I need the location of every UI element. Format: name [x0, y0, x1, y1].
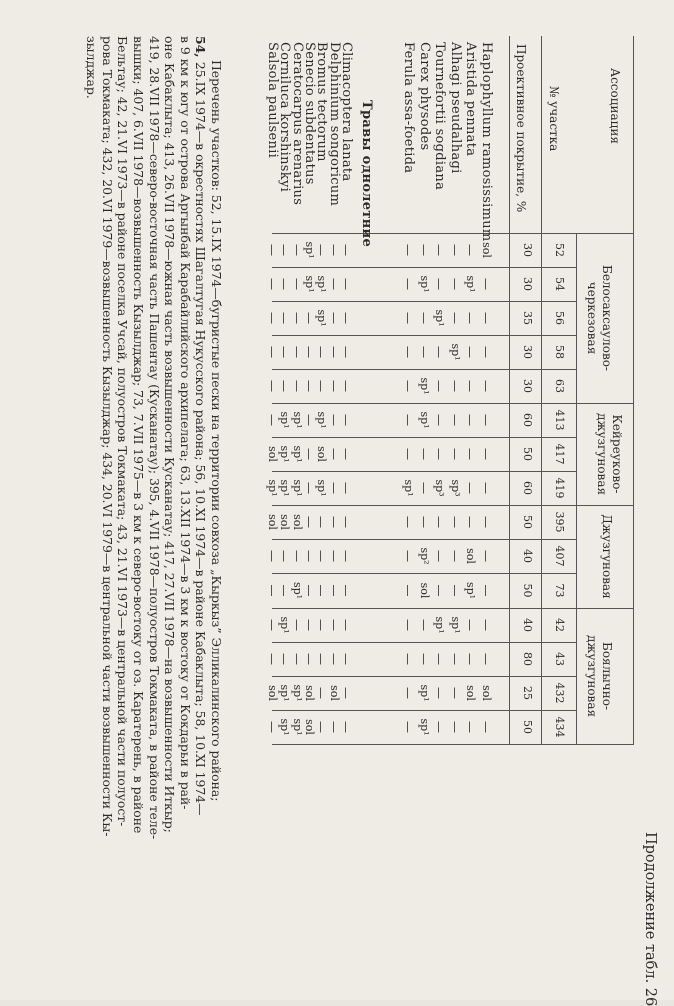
species-name: Delphinium songoricum — [326, 42, 342, 207]
abundance-cell: — — [265, 619, 280, 631]
note-line — [146, 36, 162, 839]
abundance-cell: — — [432, 414, 447, 426]
abundance-cell: — — [302, 448, 317, 460]
species-name: Haplophyllum ramosissimum — [479, 42, 494, 242]
abundance-cell: — — [448, 312, 462, 324]
abundance-cell: — — [479, 312, 493, 324]
plot-number: 73 — [553, 583, 566, 598]
species-name: Climacoptera lanata — [339, 42, 354, 182]
abundance-cell: — — [401, 584, 416, 597]
abundance-cell: sol — [480, 242, 493, 258]
cover-value: 50 — [521, 447, 534, 461]
abundance-cell: sol — [278, 514, 292, 530]
abundance-cell: sp¹ — [278, 411, 292, 429]
abundance-cell: — — [339, 653, 353, 665]
abundance-cell: — — [479, 619, 493, 631]
species-name: Ceratocarpus arenarius — [289, 42, 305, 206]
abundance-cell: sol — [327, 685, 341, 701]
abundance-cell: — — [265, 653, 280, 665]
note-text: Перечень участков: 52, 15.IX 1974—бугристые пески на территории совхоза „Кыркыз” Элликалинского района; — [209, 60, 224, 802]
abundance-cell: — — [417, 448, 431, 460]
abundance-cell: sol — [464, 548, 478, 564]
plot-number: 56 — [553, 311, 566, 325]
abundance-cell: — — [326, 482, 341, 494]
abundance-cell: — — [479, 482, 493, 494]
abundance-cell: — — [432, 346, 447, 358]
note-text: 419, 28.VII 1978—северо-восточная часть Пашентау (Кусканатау); 395, 4.VII 1978—полуостров Токмаката, в районе теле- — [146, 36, 162, 840]
abundance-cell: — — [432, 244, 447, 256]
species-name: Tournefortii sogdiana — [432, 42, 448, 191]
abundance-cell: — — [417, 312, 431, 324]
plot-number: 52 — [553, 243, 566, 257]
abundance-cell: — — [302, 482, 317, 494]
abundance-cell: — — [302, 584, 317, 597]
abundance-cell: — — [448, 721, 462, 733]
abundance-cell: sp¹ — [433, 616, 447, 634]
abundance-cell: — — [314, 550, 329, 562]
note-text: 25.IX 1974—в окрестностях Шагалтугая Нукусского района; 56, 10.XI 1974—в районе Кабаклыта; 58, 10.XI 1974— — [193, 61, 209, 816]
abundance-cell: — — [326, 312, 341, 324]
abundance-cell: — — [326, 653, 341, 665]
abundance-cell: — — [339, 380, 353, 392]
cover-value: 60 — [521, 413, 534, 427]
abundance-cell: sp¹ — [418, 684, 431, 702]
abundance-cell: — — [339, 278, 353, 290]
abundance-cell: — — [463, 482, 478, 494]
abundance-cell: — — [339, 687, 353, 699]
abundance-cell: — — [401, 312, 416, 324]
abundance-cell: — — [339, 346, 353, 358]
abundance-cell: sp¹ — [278, 718, 292, 736]
abundance-cell: — — [302, 550, 317, 562]
abundance-cell: — — [302, 380, 317, 392]
abundance-cell: — — [302, 414, 317, 426]
abundance-cell: — — [326, 448, 341, 460]
species-name: Alhagi pseudalhagi — [448, 42, 463, 174]
abundance-cell: — — [479, 448, 493, 460]
abundance-cell: — — [314, 346, 329, 358]
abundance-cell: — — [277, 346, 292, 358]
note-text: в 9 км к югу от острова Аргынбай Карабайлийского архипелага; 63, 13.XII 1974—в 3 км к востоку от Кокдарьи в рай- — [177, 36, 193, 810]
abundance-cell: — — [401, 346, 416, 358]
abundance-cell: — — [302, 619, 317, 631]
species-name: Corniluca korshinskyi — [277, 42, 293, 193]
abundance-cell: — — [401, 516, 416, 528]
abundance-cell: — — [339, 414, 353, 426]
abundance-cell: — — [339, 550, 353, 562]
abundance-cell: — — [479, 346, 493, 358]
abundance-cell: — — [432, 550, 447, 562]
species-name: Senecio subdentatus — [302, 42, 318, 185]
abundance-cell: — — [302, 312, 317, 324]
abundance-cell: — — [463, 653, 478, 665]
abundance-cell: sp¹ — [418, 718, 431, 736]
abundance-cell: — — [448, 414, 462, 426]
abundance-cell: — — [432, 687, 447, 699]
abundance-cell: — — [265, 721, 280, 733]
abundance-cell: — — [302, 653, 317, 665]
abundance-cell: — — [479, 414, 493, 426]
abundance-cell: sp¹ — [464, 581, 478, 600]
abundance-cell: — — [401, 687, 416, 699]
abundance-cell: — — [302, 516, 317, 528]
abundance-cell: — — [277, 584, 292, 597]
cover-value: 40 — [521, 549, 534, 563]
abundance-cell: — — [339, 584, 353, 597]
abundance-cell: sol — [303, 685, 317, 701]
abundance-cell: — — [479, 721, 493, 733]
cover-value: 80 — [521, 652, 534, 666]
abundance-cell: — — [463, 380, 478, 392]
abundance-cell: sol — [266, 514, 280, 530]
abundance-cell: — — [448, 448, 462, 460]
note-text: вышки; 407, 6.VII 1978—возвышенность Кызылджар; 73, 7.VII 1975—в 3 км к северо-востоку от оз. Каратерень, в районе — [131, 36, 146, 834]
abundance-cell: — — [448, 653, 462, 665]
abundance-cell: — — [326, 414, 341, 426]
note-text: зылджар. — [84, 36, 100, 99]
abundance-cell: — — [277, 312, 292, 324]
abundance-cell: — — [326, 278, 341, 290]
abundance-cell: — — [314, 380, 329, 392]
abundance-cell: — — [417, 244, 431, 256]
abundance-cell: — — [401, 244, 416, 256]
plot-number: 417 — [553, 443, 566, 465]
abundance-cell: — — [417, 482, 431, 494]
group-label: Кейреуково-джузгуновая — [595, 412, 624, 496]
note-text: рова Токмаката; 432, 20.VI 1979—возвышенность Кызылджар; 434, 20.VI 1979—в центральной части возвышенности Кы- — [99, 36, 115, 837]
abundance-cell: sol — [315, 446, 329, 462]
abundance-cell: — — [339, 244, 353, 256]
note-line — [99, 36, 115, 837]
abundance-cell: — — [401, 619, 416, 631]
abundance-cell: — — [463, 721, 478, 733]
rule-top — [633, 36, 634, 744]
cover-value: 30 — [521, 379, 534, 393]
abundance-cell: — — [432, 278, 447, 290]
cover-value: 50 — [521, 583, 534, 598]
plot-number-header: № участка — [547, 86, 561, 152]
note-line — [208, 60, 224, 801]
abundance-cell: — — [289, 550, 304, 562]
group-label: Джузгуновая — [600, 514, 614, 599]
abundance-cell: sol — [464, 685, 478, 701]
plot-number: 413 — [553, 409, 566, 431]
cover-value: 30 — [521, 345, 534, 359]
column-rule — [272, 744, 634, 745]
abundance-cell: — — [326, 380, 341, 392]
abundance-cell: sol — [418, 582, 431, 599]
abundance-cell: — — [448, 687, 462, 699]
abundance-cell: — — [265, 550, 280, 562]
abundance-cell: — — [314, 516, 329, 528]
abundance-cell: — — [432, 721, 447, 733]
abundance-cell: sol — [290, 514, 304, 530]
abundance-cell: — — [479, 516, 493, 528]
abundance-cell: — — [448, 584, 462, 597]
abundance-cell: — — [277, 244, 292, 256]
plot-number: 42 — [553, 618, 566, 632]
abundance-cell: — — [314, 244, 329, 256]
abundance-cell: — — [463, 619, 478, 631]
abundance-cell: — — [339, 721, 353, 733]
abundance-cell: — — [463, 516, 478, 528]
abundance-cell: — — [479, 653, 493, 665]
abundance-cell: sp³ — [433, 479, 447, 497]
abundance-cell: — — [479, 550, 493, 562]
abundance-cell: — — [326, 346, 341, 358]
cover-value: 25 — [521, 686, 534, 700]
abundance-cell: sp¹ — [449, 343, 462, 361]
note-line — [130, 36, 146, 833]
abundance-cell: — — [339, 448, 353, 460]
species-name: Carex physodes — [417, 42, 432, 151]
abundance-cell: sol — [303, 719, 317, 735]
abundance-cell: sol — [266, 446, 280, 462]
abundance-cell: — — [265, 312, 280, 324]
abundance-cell: — — [448, 278, 462, 290]
plot-number: 407 — [553, 545, 566, 567]
note-line — [84, 36, 100, 99]
abundance-cell: — — [401, 278, 416, 290]
abundance-cell: sp¹ — [303, 241, 317, 259]
abundance-cell: — — [265, 584, 280, 597]
abundance-cell: — — [432, 380, 447, 392]
abundance-cell: — — [463, 346, 478, 358]
abundance-cell: — — [417, 619, 431, 631]
abundance-cell: — — [314, 721, 329, 733]
note-line — [193, 36, 209, 816]
rule-plot — [541, 36, 542, 744]
abundance-cell: sp¹ — [290, 684, 304, 702]
cover-value: 50 — [521, 515, 534, 529]
abundance-cell: sp¹ — [278, 684, 292, 702]
plot-number: 43 — [553, 652, 566, 666]
cover-value: 40 — [521, 618, 534, 632]
abundance-cell: — — [265, 244, 280, 256]
abundance-cell: sp¹ — [290, 718, 304, 736]
note-text: Бельтау; 42, 21.VI 1973—в районе поселка Учсай, полуостров Токмаката; 43, 21.VI 1973—в центральной части полуост- — [115, 36, 131, 827]
note-line — [115, 36, 131, 826]
cover-value: 30 — [521, 277, 534, 291]
abundance-cell: sp¹ — [266, 479, 280, 497]
note-line — [177, 36, 193, 810]
abundance-cell: sp¹ — [290, 581, 304, 600]
abundance-cell: — — [432, 653, 447, 665]
abundance-cell: sp¹ — [315, 479, 329, 497]
abundance-cell: — — [326, 244, 341, 256]
abundance-cell: — — [326, 584, 341, 597]
abundance-cell: — — [277, 278, 292, 290]
abundance-cell: sp¹ — [290, 411, 304, 429]
abundance-cell: — — [463, 312, 478, 324]
abundance-cell: — — [432, 448, 447, 460]
abundance-cell: — — [479, 584, 493, 597]
species-name: Bromus tectorum — [314, 42, 330, 162]
species-name: Salsola paulsenii — [265, 42, 281, 159]
abundance-cell: — — [326, 619, 341, 631]
abundance-cell: — — [339, 619, 353, 631]
abundance-cell: — — [314, 687, 329, 699]
abundance-cell: — — [326, 516, 341, 528]
abundance-cell: sp¹ — [402, 479, 416, 497]
rule-cover — [509, 36, 510, 744]
abundance-cell: — — [401, 380, 416, 392]
association-header: Ассоциация — [608, 68, 622, 144]
continuation-title: Продолжение табл. 26 — [642, 832, 658, 1006]
abundance-cell: — — [401, 448, 416, 460]
abundance-cell: — — [265, 380, 280, 392]
abundance-cell: — — [302, 346, 317, 358]
abundance-cell: — — [448, 244, 462, 256]
abundance-cell: — — [432, 516, 447, 528]
plot-number: 434 — [553, 716, 566, 738]
abundance-cell: sp¹ — [278, 479, 292, 497]
abundance-cell: sp¹ — [290, 479, 304, 497]
abundance-cell: — — [289, 312, 304, 324]
plot-number: 63 — [553, 379, 566, 393]
abundance-cell: — — [289, 380, 304, 392]
abundance-cell: sol — [266, 685, 280, 701]
note-line — [162, 36, 178, 833]
abundance-cell: sp¹ — [433, 309, 447, 327]
plot-number: 432 — [553, 682, 566, 704]
abundance-cell: sp¹ — [278, 616, 292, 634]
abundance-cell: — — [463, 414, 478, 426]
abundance-cell: — — [417, 516, 431, 528]
abundance-cell: sp¹ — [315, 275, 329, 293]
abundance-cell: sp¹ — [278, 445, 292, 463]
abundance-cell: — — [326, 550, 341, 562]
abundance-cell: sp¹ — [290, 445, 304, 463]
abundance-cell: — — [277, 380, 292, 392]
abundance-cell: sol — [480, 685, 493, 701]
section2-title: Травы однолетние — [359, 100, 374, 248]
abundance-cell: sp² — [418, 547, 431, 565]
species-name: Aristida pennata — [463, 42, 479, 157]
cover-value: 35 — [521, 311, 534, 325]
abundance-cell: — — [339, 482, 353, 494]
rule-group — [576, 233, 577, 744]
abundance-cell: — — [401, 550, 416, 562]
plot-number: 54 — [553, 277, 566, 291]
plot-number: 419 — [553, 477, 566, 499]
abundance-cell: sp¹ — [418, 377, 431, 395]
abundance-cell: — — [417, 653, 431, 665]
abundance-cell: — — [326, 721, 341, 733]
abundance-cell: — — [401, 653, 416, 665]
abundance-cell: sp¹ — [315, 411, 329, 429]
cover-value: 50 — [521, 720, 534, 734]
abundance-cell: — — [479, 278, 493, 290]
abundance-cell: — — [401, 414, 416, 426]
abundance-cell: — — [463, 448, 478, 460]
cover-value: 60 — [521, 481, 534, 495]
abundance-cell: — — [339, 312, 353, 324]
abundance-cell: — — [463, 244, 478, 256]
abundance-cell: — — [448, 516, 462, 528]
abundance-cell: sp³ — [449, 479, 462, 497]
note-lead: 54, — [193, 36, 209, 62]
abundance-cell: sp¹ — [315, 309, 329, 327]
abundance-cell: — — [314, 653, 329, 665]
note-text: оне Кабаклыта; 413, 26.VII 1978—южная часть возвышенности Кусканатау; 417, 27.VII 1978—на возвышенности Иткыр; — [162, 36, 178, 833]
abundance-cell: — — [448, 550, 462, 562]
abundance-cell: — — [314, 584, 329, 597]
abundance-cell: — — [265, 346, 280, 358]
abundance-cell: — — [432, 584, 447, 597]
abundance-cell: — — [448, 380, 462, 392]
abundance-cell: — — [417, 346, 431, 358]
abundance-cell: — — [289, 346, 304, 358]
group-label: Боялычно-джузгуновая — [585, 634, 614, 718]
cover-value: 30 — [521, 243, 534, 257]
abundance-cell: — — [289, 244, 304, 256]
abundance-cell: — — [289, 619, 304, 631]
abundance-cell: — — [277, 653, 292, 665]
abundance-cell: — — [265, 414, 280, 426]
abundance-cell: sp¹ — [464, 275, 478, 293]
abundance-cell: sp¹ — [303, 275, 317, 293]
abundance-cell: sp¹ — [449, 616, 462, 634]
species-name: Ferula assa-foetida — [401, 42, 417, 174]
abundance-cell: — — [339, 516, 353, 528]
abundance-cell: — — [479, 380, 493, 392]
group-label: Белосаксаулово-черкезовая — [585, 265, 614, 371]
abundance-cell: — — [314, 619, 329, 631]
abundance-cell: sp¹ — [418, 411, 431, 429]
abundance-cell: — — [289, 653, 304, 665]
plot-number: 58 — [553, 345, 566, 359]
plot-number: 395 — [553, 511, 566, 533]
abundance-cell: sp¹ — [418, 275, 431, 293]
cover-header: Проективное покрытие, % — [514, 44, 528, 213]
abundance-cell: — — [289, 278, 304, 290]
abundance-cell: — — [277, 550, 292, 562]
abundance-cell: — — [401, 721, 416, 733]
abundance-cell: — — [265, 278, 280, 290]
